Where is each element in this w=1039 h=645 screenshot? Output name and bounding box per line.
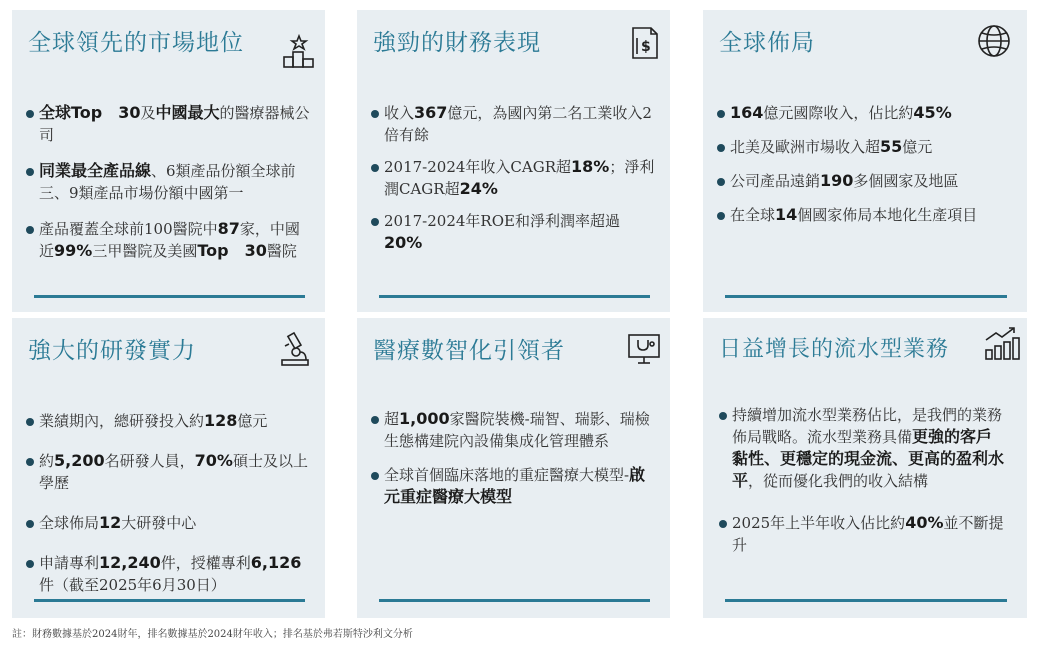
bullet-item — [26, 410, 311, 432]
divider-bar — [379, 295, 650, 298]
bullet-text: 北美及歐洲市場收入超 — [730, 138, 881, 156]
bullet-text: 億元 — [237, 412, 268, 430]
bullet-emphasis: 5,200 — [54, 451, 105, 470]
bullet-list — [719, 404, 1005, 556]
bullet-text: 並不斷提升 — [732, 514, 1004, 554]
divider-bar — [725, 295, 1007, 298]
bullet-emphasis: Top 30 — [197, 241, 267, 260]
bullet-text: ；淨利潤CAGR超 — [384, 158, 655, 198]
bullet-text: 在全球 — [730, 206, 776, 224]
globe-icon — [975, 22, 1013, 60]
bullet-text: 2017-2024年收入CAGR超 — [384, 158, 572, 176]
card-title: 全球領先的市場地位 — [28, 30, 244, 56]
bullet-text: 全球首個臨床落地的重症醫療大模型- — [384, 466, 630, 484]
bullet-item — [26, 552, 311, 596]
bullet-item — [371, 464, 656, 508]
bullet-emphasis: 40% — [905, 513, 944, 532]
bullet-emphasis: 同業最全產品線 — [39, 161, 152, 180]
card-title: 全球佈局 — [719, 30, 815, 56]
bullet-item — [717, 102, 1013, 124]
bullet-item — [717, 204, 1013, 226]
bullet-emphasis: 1,000 — [399, 409, 450, 428]
bullet-text: 產品覆蓋全球前100醫院中 — [39, 220, 218, 238]
card-title: 日益增長的流水型業務 — [719, 337, 950, 362]
divider-bar — [34, 295, 305, 298]
bullet-emphasis: 18% — [571, 157, 610, 176]
card-title: 強大的研發實力 — [28, 338, 196, 364]
financial-document-icon — [625, 24, 663, 62]
bullet-text: 業績期內，總研發投入約 — [39, 412, 205, 430]
bullet-text: 億元，為國內第二名工業收入2倍有餘 — [384, 104, 652, 144]
card-recurring-business — [703, 318, 1027, 618]
bullet-text: 全球佈局 — [39, 514, 100, 532]
bullet-text: 持續增加流水型業務佔比，是我們的業務佈局戰略。流水型業務具備 — [732, 406, 1003, 446]
bullet-item — [719, 404, 1005, 492]
card-market-position — [12, 10, 325, 312]
bullet-emphasis: 更強的客戶黏性、更穩定的現金流、更高的盈利水平 — [732, 427, 1005, 490]
bullet-list — [371, 408, 656, 508]
bullet-text: 家醫院裝機-瑞智、瑞影、瑞檢生態構建院內設備集成化管理體系 — [384, 410, 650, 450]
bullet-emphasis: 24% — [459, 179, 498, 198]
card-title: 強勁的財務表現 — [373, 30, 541, 56]
bullet-text: ，從而優化我們的收入結構 — [748, 472, 929, 490]
bullet-item — [371, 210, 656, 254]
bullet-item — [717, 170, 1013, 192]
bullet-text: 及 — [140, 104, 156, 122]
bullet-text: 公司產品遠銷 — [730, 172, 821, 190]
bullet-text: 2017-2024年ROE和淨利潤率超過 — [384, 212, 620, 230]
growth-chart-icon — [983, 324, 1021, 362]
footnote: 註：財務數據基於2024財年，排名數據基於2024財年收入；排名基於弗若斯特沙利文分析 — [12, 629, 413, 640]
bullet-item — [26, 160, 311, 204]
card-digital-leader — [357, 318, 670, 618]
bullet-emphasis: 45% — [913, 103, 952, 122]
bullet-text: 多個國家及地區 — [853, 172, 959, 190]
bullet-emphasis: 190 — [820, 171, 854, 190]
bullet-list — [371, 102, 656, 254]
bullet-emphasis: 12 — [99, 513, 122, 532]
bullet-emphasis: 6,126 — [250, 553, 302, 572]
divider-bar — [34, 599, 305, 602]
bullet-item — [371, 408, 656, 452]
bullet-text: 的醫療器械公司 — [39, 104, 310, 144]
microscope-icon — [276, 330, 314, 368]
bullet-text: 2025年上半年收入佔比約 — [732, 514, 906, 532]
bullet-text: 家，中國近 — [39, 220, 300, 260]
bullet-emphasis: 中國最大 — [155, 103, 220, 122]
bullet-text: 三甲醫院及美國 — [92, 242, 198, 260]
bullet-emphasis: 55 — [880, 137, 903, 156]
bullet-emphasis: 87 — [217, 219, 240, 238]
bullet-list — [26, 102, 311, 262]
bullet-item — [719, 512, 1005, 556]
bullet-item — [26, 512, 311, 534]
bullet-text: 億元國際收入，佔比約 — [763, 104, 914, 122]
card-financial-performance — [357, 10, 670, 312]
bullet-emphasis: 99% — [54, 241, 93, 260]
divider-bar — [725, 599, 1007, 602]
digital-stethoscope-monitor-icon — [625, 330, 663, 368]
bullet-emphasis: 啟元重症醫療大模型 — [384, 465, 646, 506]
bullet-list — [717, 102, 1013, 226]
bullet-text: 件，授權專利 — [160, 554, 251, 572]
bullet-item — [717, 136, 1013, 158]
card-title: 醫療數智化引領者 — [373, 338, 565, 364]
bullet-item — [26, 102, 311, 146]
bullet-item — [26, 450, 311, 494]
bullet-text: 超 — [384, 410, 400, 428]
bullet-text: 申請專利 — [39, 554, 100, 572]
bullet-emphasis: 12,240 — [99, 553, 161, 572]
bullet-text: 個國家佈局本地化生產項目 — [797, 206, 978, 224]
bullet-emphasis: 128 — [204, 411, 238, 430]
bullet-item — [371, 156, 656, 200]
bullet-text: 名研發人員， — [104, 452, 195, 470]
podium-star-icon — [280, 32, 318, 70]
bullet-text: 醫院 — [266, 242, 297, 260]
bullet-text: 收入 — [384, 104, 415, 122]
svg-text:$: $ — [641, 39, 651, 55]
bullet-emphasis: 70% — [194, 451, 233, 470]
bullet-text: 約 — [39, 452, 55, 470]
card-rd-strength — [12, 318, 325, 618]
bullet-text: 、6類產品份額全球前三、9類產品市場份額中國第一 — [39, 162, 296, 202]
bullet-text: 億元 — [902, 138, 933, 156]
bullet-text: 件（截至2025年6月30日） — [39, 576, 226, 594]
bullet-emphasis: 20% — [384, 233, 423, 252]
divider-bar — [379, 599, 650, 602]
bullet-emphasis: 367 — [414, 103, 448, 122]
bullet-item — [26, 218, 311, 262]
bullet-text: 碩士及以上學歷 — [39, 452, 308, 492]
bullet-text: 大研發中心 — [121, 514, 197, 532]
bullet-emphasis: 全球Top 30 — [39, 103, 141, 122]
card-global-layout — [703, 10, 1027, 312]
bullet-list — [26, 410, 311, 596]
bullet-item — [371, 102, 656, 146]
bullet-emphasis: 14 — [775, 205, 798, 224]
bullet-emphasis: 164 — [730, 103, 764, 122]
